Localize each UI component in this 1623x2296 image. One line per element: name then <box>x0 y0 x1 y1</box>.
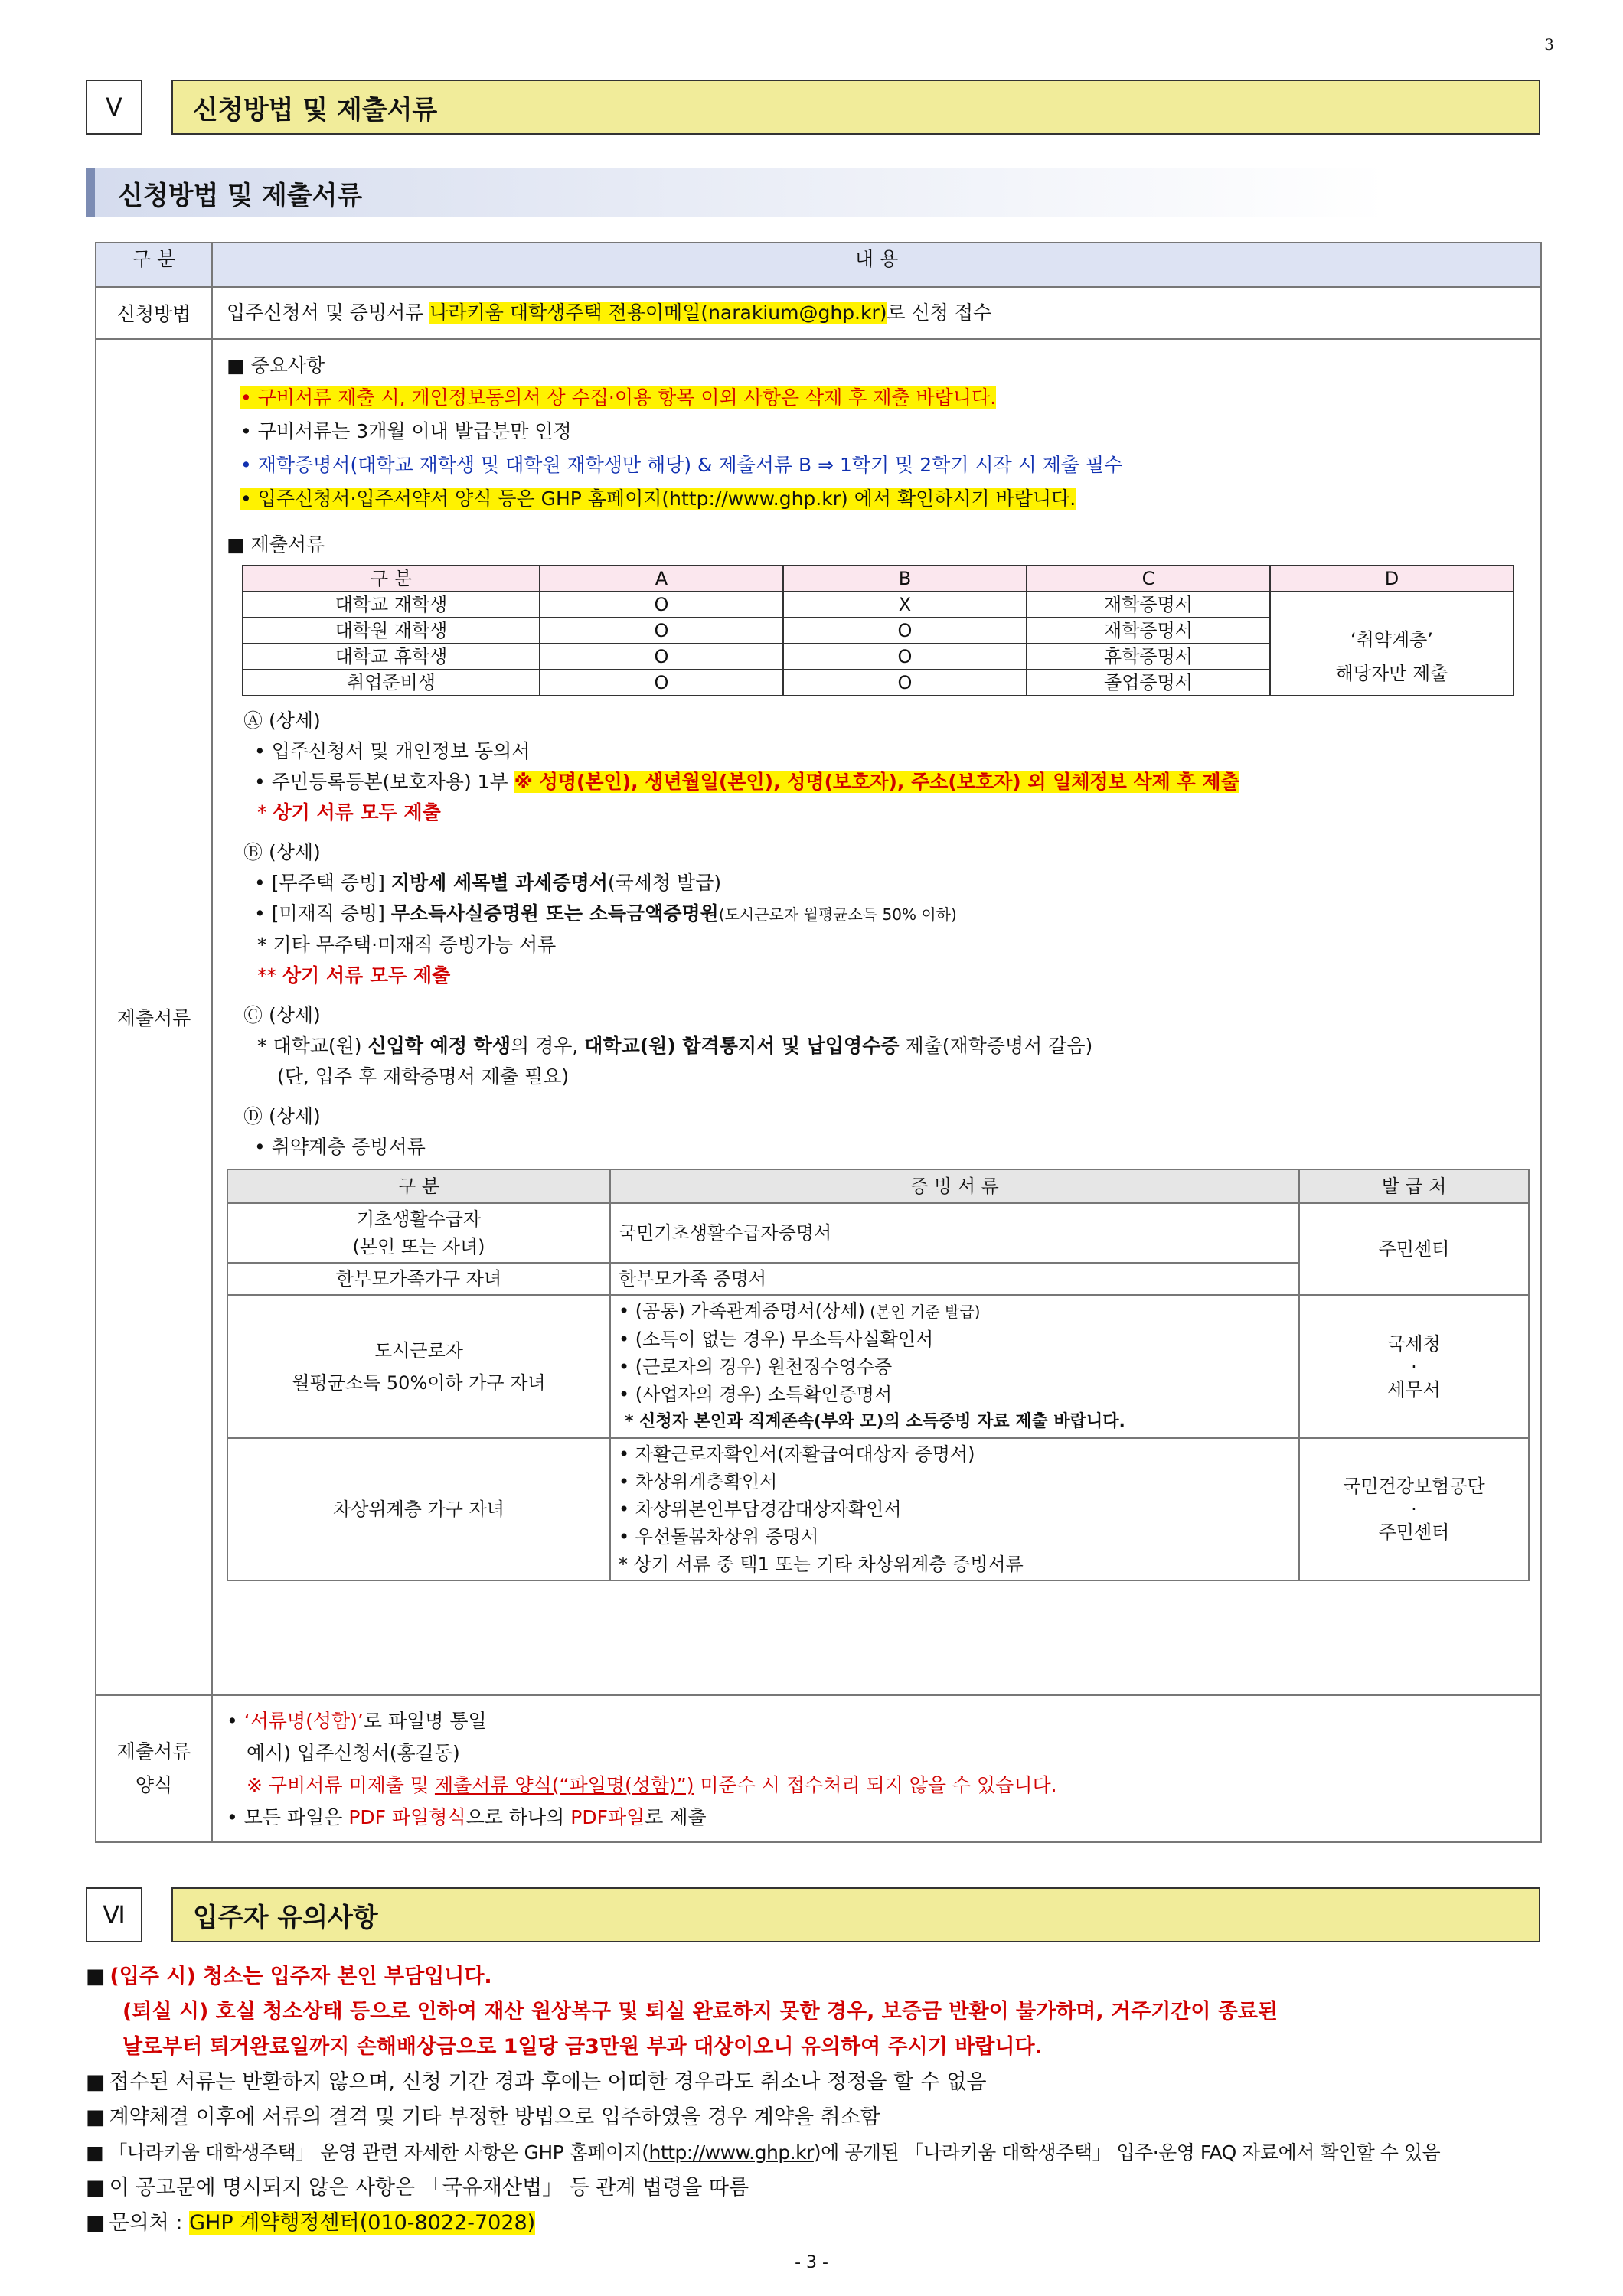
c-item-post: 제출(재학증명서 갈음) <box>899 1035 1093 1057</box>
note-item: ■ 계약체결 이후에 서류의 결격 및 기타 부정한 방법으로 입주하였을 경우 계약을 취소함 <box>86 2105 880 2129</box>
a-title: Ⓐ (상세) <box>243 709 321 732</box>
vuln-issuer-dot: · <box>1411 1355 1417 1378</box>
abcd-header: B <box>783 566 1027 592</box>
c-item <box>257 1031 1527 1062</box>
note-text: (퇴실 시) 호실 청소상태 등으로 인하여 재산 원상복구 및 퇴실 완료하지 못한 경우, 보증금 반환이 불가하며, 거주기간이 종료된 <box>122 2000 1278 2024</box>
vuln-doc-item: • 자활근로자확인서(자활급여대상자 증명서) <box>619 1443 975 1465</box>
subheading: 신청방법 및 제출서류 <box>86 168 1387 217</box>
b-item-bold: 무소득사실증명원 또는 소득금액증명원 <box>390 902 719 925</box>
vuln-issuer: 주민센터 <box>1299 1203 1529 1295</box>
abcd-cell: 휴학증명서 <box>1027 644 1270 670</box>
section-5-heading <box>86 80 1540 135</box>
vuln-header: 증 빙 서 류 <box>610 1169 1299 1203</box>
b-item-small: (도시근로자 월평균소득 50% 이하) <box>718 905 957 924</box>
a-item-text: • 주민등록등본(보호자용) 1부 <box>254 771 514 793</box>
documents-row <box>96 339 1541 1695</box>
abcd-d-line: ‘취약계층’ <box>1350 628 1433 651</box>
note-item: ■ 접수된 서류는 반환하지 않으며, 신청 기간 경과 후에는 어떠한 경우라도 취소나 정정을 할 수 없음 <box>86 2070 987 2094</box>
vuln-category <box>227 1295 610 1438</box>
ghp-homepage-link[interactable]: http://www.ghp.kr <box>648 2141 814 2164</box>
abcd-cell: O <box>783 670 1027 696</box>
abcd-cell: 취업준비생 <box>243 670 540 696</box>
note-text: 날로부터 퇴거완료일까지 손해배상금으로 1일당 금3만원 부과 대상이오니 유의하여 주시기 바랍니다. <box>122 2035 1043 2059</box>
b-item-pre: • [무주택 증빙] <box>254 872 391 894</box>
note-text: 계약체결 이후에 서류의 결격 및 기타 부정한 방법으로 입주하였을 경우 계약을 취소함 <box>109 2105 880 2129</box>
vuln-issuer-line: 주민센터 <box>1378 1521 1450 1543</box>
format-text: • 모든 파일은 <box>227 1806 349 1828</box>
note-text: )에 공개된 「나라키움 대학생주택」 입주·운영 FAQ 자료에서 확인할 수 있음 <box>813 2141 1441 2164</box>
b-item-pre: • [미재직 증빙] <box>254 902 391 925</box>
page-number-top: 3 <box>1544 35 1554 54</box>
important-item: • 구비서류 제출 시, 개인정보동의서 상 수집·이용 항목 이외 사항은 삭제 후 제출 바랍니다. <box>240 386 997 409</box>
section-title: 입주자 유의사항 <box>171 1887 1540 1942</box>
abcd-d-cell <box>1270 618 1514 696</box>
contact-highlight: GHP 계약행정센터(010-8022-7028) <box>189 2211 536 2235</box>
format-label <box>96 1695 212 1842</box>
important-item: • 구비서류는 3개월 이내 발급분만 인정 <box>240 420 572 442</box>
vuln-row <box>227 1295 1529 1438</box>
format-warning: ※ 구비서류 미제출 및 <box>247 1774 435 1796</box>
documents-content <box>212 339 1541 1695</box>
note-text: 이 공고문에 명시되지 않은 사항은 「국유재산법」 등 관계 법령을 따름 <box>109 2176 749 2200</box>
vuln-doc-item: • (소득이 없는 경우) 무소득사실확인서 <box>619 1329 934 1350</box>
vuln-issuer <box>1299 1438 1529 1580</box>
c-item-mid: 의 경우, <box>510 1035 585 1057</box>
abcd-cell: X <box>783 592 1027 618</box>
abcd-cell: 졸업증명서 <box>1027 670 1270 696</box>
vuln-doc-item: • (근로자의 경우) 원천징수영수증 <box>619 1356 893 1378</box>
b-item: * 기타 무주택·미재직 증빙가능 서류 <box>257 934 557 956</box>
d-item: • 취약계층 증빙서류 <box>254 1136 426 1158</box>
c-item-pre: * 대학교(원) <box>257 1035 368 1057</box>
a-details <box>227 736 1527 828</box>
b-details <box>227 868 1527 991</box>
b-item-post: (국세청 발급) <box>607 872 722 894</box>
abcd-header: A <box>540 566 783 592</box>
vuln-category <box>227 1203 610 1263</box>
apply-method-label: 신청방법 <box>96 287 212 339</box>
vuln-doc-small: (본인 기준 발급) <box>864 1303 981 1321</box>
abcd-cell: O <box>783 644 1027 670</box>
vuln-issuer-line: 세무서 <box>1387 1378 1441 1401</box>
format-text: 로 파일명 통일 <box>363 1710 487 1732</box>
note-item: ■ (입주 시) 청소는 입주자 본인 부담입니다. <box>86 1965 492 1988</box>
c-title: Ⓒ (상세) <box>243 1004 321 1026</box>
important-title: ■ 중요사항 <box>227 354 325 377</box>
abcd-table <box>242 565 1514 696</box>
vuln-doc-item: • 차상위계층확인서 <box>619 1471 778 1492</box>
vuln-doc-item: • 차상위본인부담경감대상자확인서 <box>619 1499 902 1520</box>
format-text: • <box>227 1710 244 1732</box>
format-text: 으로 하나의 <box>465 1806 571 1828</box>
abcd-cell: O <box>540 670 783 696</box>
note-text: (입주 시) 청소는 입주자 본인 부담입니다. <box>109 1965 492 1988</box>
vuln-issuer-line: 국세청 <box>1387 1332 1441 1355</box>
documents-label: 제출서류 <box>96 339 212 1695</box>
abcd-cell: O <box>783 618 1027 644</box>
vuln-row <box>227 1438 1529 1580</box>
abcd-header: 구 분 <box>243 566 540 592</box>
section-6-heading <box>86 1887 1540 1942</box>
section-number: Ⅴ <box>86 80 142 135</box>
abcd-row <box>243 618 1514 644</box>
important-item: • 입주신청서·입주서약서 양식 등은 GHP 홈페이지(http://www.ghp.kr) 에서 확인하시기 바랍니다. <box>240 488 1076 510</box>
format-warning: 미준수 시 접수처리 되지 않을 수 있습니다. <box>694 1774 1057 1796</box>
vuln-category: 한부모가족가구 자녀 <box>227 1263 610 1295</box>
docs-title: ■ 제출서류 <box>227 533 325 556</box>
note-item: ■ 이 공고문에 명시되지 않은 사항은 「국유재산법」 등 관계 법령을 따름 <box>86 2176 749 2200</box>
vuln-doc-item: • 우선돌봄차상위 증명서 <box>619 1526 819 1548</box>
a-item-highlight: ※ 성명(본인), 생년월일(본인), 성명(보호자), 주소(보호자) 외 일체정보 삭제 후 제출 <box>514 771 1239 793</box>
format-content <box>212 1695 1541 1842</box>
b-item <box>254 899 1527 930</box>
vuln-issuer-line: 국민건강보험공단 <box>1343 1476 1485 1497</box>
format-label-line: 제출서류 <box>116 1740 191 1763</box>
note-text: 문의처 : <box>109 2211 190 2235</box>
b-note: 상기 서류 모두 제출 <box>282 964 451 987</box>
format-red: PDF 파일형식 <box>348 1806 466 1828</box>
c-details <box>227 1031 1527 1092</box>
vuln-header: 발 급 처 <box>1299 1169 1529 1203</box>
format-example: 예시) 입주신청서(홍길동) <box>247 1742 460 1764</box>
abcd-cell: 대학교 휴학생 <box>243 644 540 670</box>
note-text: 「나라키움 대학생주택」 운영 관련 자세한 사항은 GHP 홈페이지( <box>108 2141 649 2164</box>
abcd-cell: O <box>540 644 783 670</box>
c-item: (단, 입주 후 재학증명서 제출 필요) <box>277 1065 570 1088</box>
abcd-cell: 대학교 재학생 <box>243 592 540 618</box>
note-text: 접수된 서류는 반환하지 않으며, 신청 기간 경과 후에는 어떠한 경우라도 취소나 정정을 할 수 없음 <box>109 2070 987 2094</box>
apply-method-row <box>96 287 1541 339</box>
vuln-doc-note: * 신청자 본인과 직계존속(부와 모)의 소득증빙 자료 제출 바랍니다. <box>625 1412 1125 1431</box>
format-text: 로 제출 <box>645 1806 707 1828</box>
vuln-category-line: 월평균소득 50%이하 가구 자녀 <box>292 1371 546 1394</box>
vuln-row <box>227 1203 1529 1263</box>
format-red: ‘서류명(성함)’ <box>243 1710 364 1732</box>
application-table <box>95 242 1542 1843</box>
b-item <box>254 868 1527 899</box>
apply-method-content <box>212 287 1541 339</box>
abcd-d-line: 해당자만 제출 <box>1335 662 1448 684</box>
vulnerable-table <box>227 1169 1530 1581</box>
a-item: • 입주신청서 및 개인정보 동의서 <box>254 740 531 762</box>
vuln-docs <box>610 1295 1299 1438</box>
format-label-line: 양식 <box>135 1774 173 1796</box>
abcd-header: C <box>1027 566 1270 592</box>
important-item: • 재학증명서(대학교 재학생 및 대학원 재학생만 해당) & 제출서류 B ⇒ 1학기 및 2학기 시작 시 제출 필수 <box>240 454 1123 476</box>
b-item-bold: 지방세 세목별 과세증명서 <box>390 872 608 894</box>
format-red: PDF파일 <box>570 1806 645 1828</box>
abcd-cell: O <box>540 618 783 644</box>
abcd-cell-empty <box>1270 592 1514 618</box>
abcd-cell: 대학원 재학생 <box>243 618 540 644</box>
apply-text: 입주신청서 및 증빙서류 <box>227 302 430 324</box>
vuln-doc-item: • (공통) 가족관계증명서(상세) <box>619 1300 865 1322</box>
abcd-header: D <box>1270 566 1514 592</box>
vuln-doc: 국민기초생활수급자증명서 <box>610 1203 1299 1263</box>
vuln-category-line: (본인 또는 자녀) <box>352 1236 485 1257</box>
vuln-doc: 한부모가족 증명서 <box>610 1263 1299 1295</box>
vuln-doc-item: • (사업자의 경우) 소득확인증명서 <box>619 1384 893 1405</box>
vuln-doc-item: * 상기 서류 중 택1 또는 기타 차상위계층 증빙서류 <box>619 1554 1024 1575</box>
section-number: Ⅵ <box>86 1887 142 1942</box>
table-header-row <box>96 243 1541 287</box>
format-row <box>96 1695 1541 1842</box>
apply-text-end: 로 신청 접수 <box>887 302 992 324</box>
a-item <box>254 767 1527 797</box>
header-category: 구 분 <box>96 243 212 287</box>
abcd-cell: 재학증명서 <box>1027 618 1270 644</box>
abcd-cell: O <box>540 592 783 618</box>
abcd-row <box>243 592 1514 618</box>
a-note-mark: * <box>257 801 273 823</box>
header-content: 내 용 <box>212 243 1541 287</box>
b-title: Ⓑ (상세) <box>243 841 321 863</box>
vuln-issuer-dot: · <box>1411 1499 1417 1520</box>
vuln-header: 구 분 <box>227 1169 610 1203</box>
important-list <box>227 381 1527 516</box>
b-note-mark: ** <box>257 964 282 987</box>
abcd-cell: 재학증명서 <box>1027 592 1270 618</box>
a-note: 상기 서류 모두 제출 <box>273 801 441 823</box>
apply-email-highlight: 나라키움 대학생주택 전용이메일(narakium@ghp.kr) <box>429 302 887 324</box>
format-warning-underline: 제출서류 양식(“파일명(성함)”) <box>434 1774 694 1796</box>
vuln-category-line: 도시근로자 <box>374 1339 463 1362</box>
vuln-issuer <box>1299 1295 1529 1438</box>
vuln-docs <box>610 1438 1299 1580</box>
resident-notes <box>86 1959 1540 2241</box>
vuln-category-line: 기초생활수급자 <box>356 1208 482 1230</box>
note-item: ■ 「나라키움 대학생주택」 운영 관련 자세한 사항은 GHP 홈페이지(http://www.ghp.kr)에 공개된 「나라키움 대학생주택」 입주·운영 FAQ 자료에서 확인할 수 있음 <box>86 2141 1441 2164</box>
c-item-bold: 신입학 예정 학생 <box>367 1035 511 1057</box>
c-item-bold: 대학교(원) 합격통지서 및 납입영수증 <box>584 1035 900 1057</box>
vuln-category: 차상위계층 가구 자녀 <box>227 1438 610 1580</box>
section-title: 신청방법 및 제출서류 <box>171 80 1540 135</box>
note-item: ■ 문의처 : GHP 계약행정센터(010-8022-7028) <box>86 2211 536 2235</box>
page-number-bottom: - 3 - <box>795 2253 828 2272</box>
d-title: Ⓓ (상세) <box>243 1105 321 1127</box>
